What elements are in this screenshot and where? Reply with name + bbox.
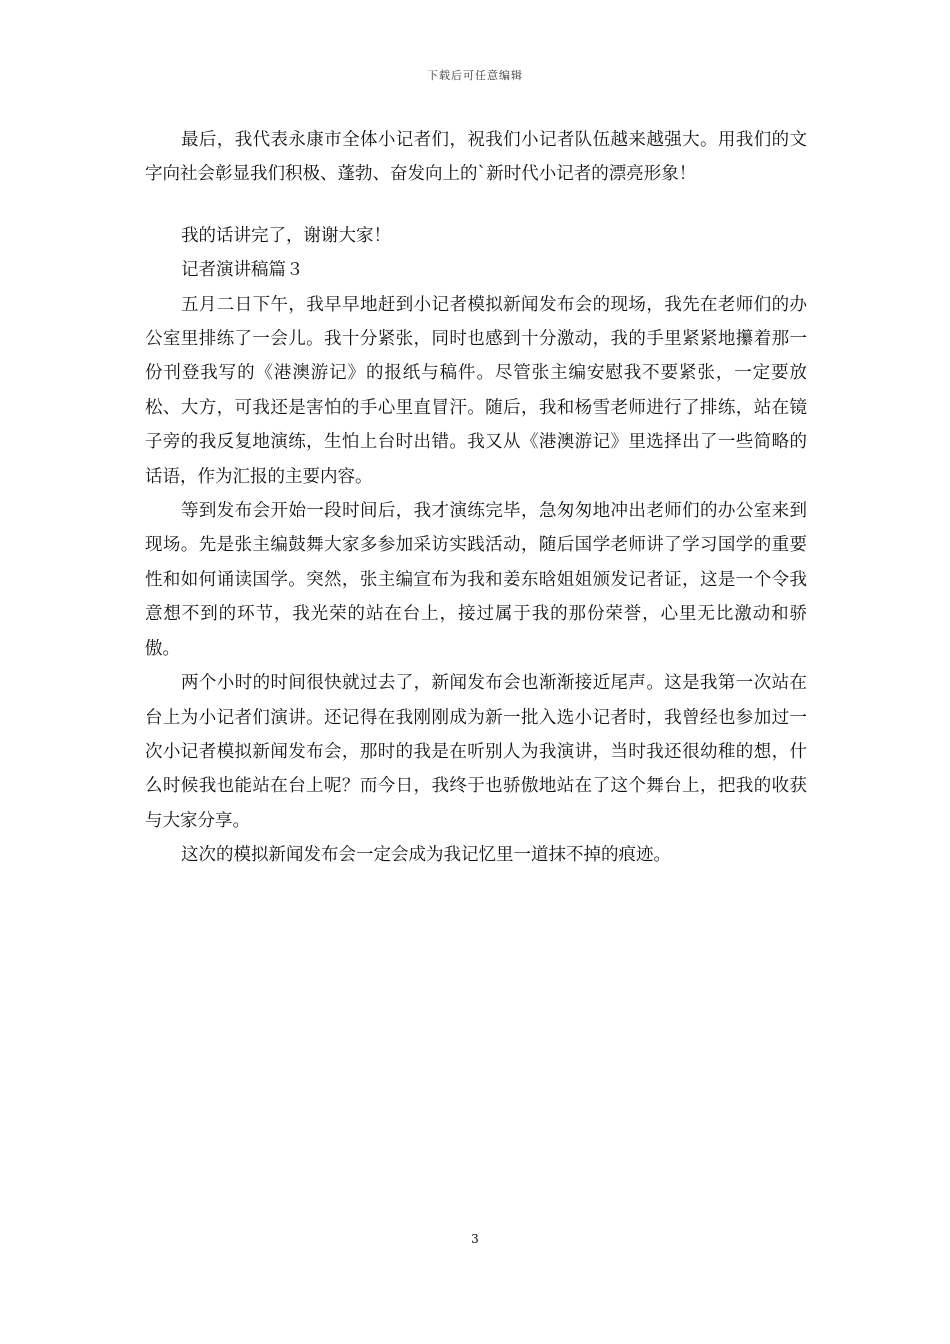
document-body: [145, 123, 807, 873]
body-paragraph: 这次的模拟新闻发布会一定会成为我记忆里一道抹不掉的痕迹。: [181, 845, 671, 866]
thanks-paragraph: 我的话讲完了，谢谢大家！: [181, 225, 391, 246]
body-paragraph: 两个小时的时间很快就过去了，新闻发布会也渐渐接近尾声。这是我第一次站在台上为小记者们演讲。还记得在我刚刚成为新一批入选小记者时，我曾经也参加过一次小记者模拟新闻发布会，那时的我是在听别人为我演讲，当时我还很幼稚的想，什么时候我也能站在台上呢？而今日，我终于也骄傲地站在了这个舞台上，把我的收获与大家分享。: [145, 673, 807, 831]
section-title: 记者演讲稿篇３: [181, 260, 304, 281]
page-number: 3: [471, 1232, 479, 1246]
closing-paragraph: 最后，我代表永康市全体小记者们，祝我们小记者队伍越来越强大。用我们的文字向社会彰显我们积极、蓬勃、奋发向上的`新时代小记者的漂亮形象！: [145, 130, 807, 185]
body-paragraph: 等到发布会开始一段时间后，我才演练完毕，急匆匆地冲出老师们的办公室来到现场。先是张主编鼓舞大家多参加采访实践活动，随后国学老师讲了学习国学的重要性和如何诵读国学。突然，张主编宣布为我和姜东晗姐姐颁发记者证，这是一个令我意想不到的环节，我光荣的站在台上，接过属于我的那份荣誉，心里无比激动和骄傲。: [145, 501, 807, 659]
body-paragraph: 五月二日下午，我早早地赶到小记者模拟新闻发布会的现场，我先在老师们的办公室里排练了一会儿。我十分紧张，同时也感到十分激动，我的手里紧紧地攥着那一份刊登我写的《港澳游记》的报纸与稿件。尽管张主编安慰我不要紧张，一定要放松、大方，可我还是害怕的手心里直冒汗。随后，我和杨雪老师进行了排练，站在镜子旁的我反复地演练，生怕上台时出错。我又从《港澳游记》里选择出了一些简略的话语，作为汇报的主要内容。: [145, 294, 807, 487]
page-header: 下载后可任意编辑: [427, 69, 523, 82]
